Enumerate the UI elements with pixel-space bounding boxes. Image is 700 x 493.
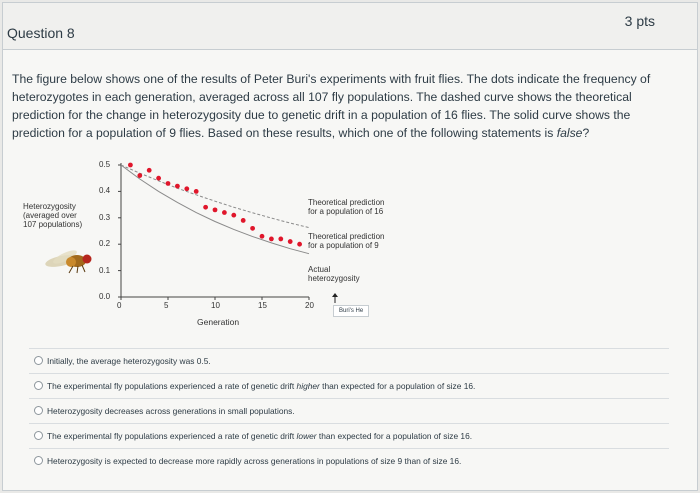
buri-caption: Buri's He (333, 305, 369, 317)
answer-list (29, 348, 669, 473)
x-tick-label: 5 (164, 301, 169, 310)
y-tick-label: 0.3 (99, 212, 111, 222)
answer-text: Heterozygosity is expected to decrease more rapidly across generations in populations of size 9 than of size 16. (47, 456, 462, 466)
question-title: Question 8 (7, 25, 75, 41)
answer-text: Initially, the average heterozygosity was 0.5. (47, 356, 211, 366)
y-axis-label: Heterozygosity (averaged over 107 populations) (23, 202, 83, 229)
answer-option[interactable] (29, 373, 669, 398)
radio-button[interactable] (34, 406, 43, 415)
y-tick-label: 0.0 (99, 292, 111, 301)
data-point (184, 186, 189, 191)
data-point (137, 173, 142, 178)
data-point (156, 176, 161, 181)
answer-option[interactable] (29, 348, 669, 373)
data-point (166, 181, 171, 186)
data-point (213, 207, 218, 212)
x-tick-label: 15 (258, 301, 267, 310)
data-point (297, 242, 302, 247)
y-tick-label: 0.4 (99, 186, 111, 196)
question-header (3, 3, 697, 50)
data-point (194, 189, 199, 194)
data-point (278, 237, 283, 242)
legend-16: Theoretical prediction for a population of 16 (308, 198, 385, 216)
data-point (203, 205, 208, 210)
prompt-emphasis: false (556, 126, 583, 140)
answer-text: Heterozygosity decreases across generations in small populations. (47, 406, 295, 416)
data-point (175, 184, 180, 189)
y-tick-label: 0.5 (99, 160, 111, 169)
prediction-16-line (121, 165, 309, 228)
data-point (260, 234, 265, 239)
heterozygosity-figure (21, 155, 441, 340)
radio-button[interactable] (34, 356, 43, 365)
x-axis-label: Generation (197, 317, 240, 327)
radio-button[interactable] (34, 431, 43, 440)
answer-text: The experimental fly populations experienced a rate of genetic drift lower than expected for a population of size 16. (47, 431, 473, 441)
answer-option[interactable] (29, 398, 669, 423)
y-tick-label: 0.1 (99, 265, 111, 275)
x-tick-label: 10 (211, 301, 220, 310)
prompt-end: ? (582, 126, 590, 140)
answer-text: The experimental fly populations experienced a rate of genetic drift higher than expected for a population of size 16. (47, 381, 476, 391)
data-point (147, 168, 152, 173)
answer-option[interactable] (29, 423, 669, 448)
legend-actual: Actual heterozygosity (308, 265, 360, 283)
data-point (128, 163, 133, 168)
question-card (2, 2, 698, 491)
data-point (241, 218, 246, 223)
question-prompt (12, 70, 652, 142)
arrow-icon (331, 293, 339, 303)
x-tick-label: 0 (117, 301, 122, 310)
answer-option[interactable] (29, 448, 669, 473)
prompt-text: The figure below shows one of the results of Peter Buri's experiments with fruit flies. The dots indicate the frequency of heterozygotes in each generation, averaged across all 107 fly populations. The dashed curve shows the theoretical prediction for the change in heterozygosity due to genetic drift in a population of 16 flies. The solid curve shows the prediction for a population of 9 flies. Based on these results, which one of the following statements is (12, 72, 651, 140)
data-point (288, 239, 293, 244)
data-point (269, 237, 274, 242)
legend-9: Theoretical prediction for a population of 9 (308, 232, 385, 250)
data-point (222, 210, 227, 215)
data-point (250, 226, 255, 231)
data-point (231, 213, 236, 218)
radio-button[interactable] (34, 456, 43, 465)
points-label: 3 pts (624, 13, 655, 29)
y-tick-label: 0.2 (99, 239, 111, 249)
x-tick-label: 20 (305, 301, 314, 310)
radio-button[interactable] (34, 381, 43, 390)
